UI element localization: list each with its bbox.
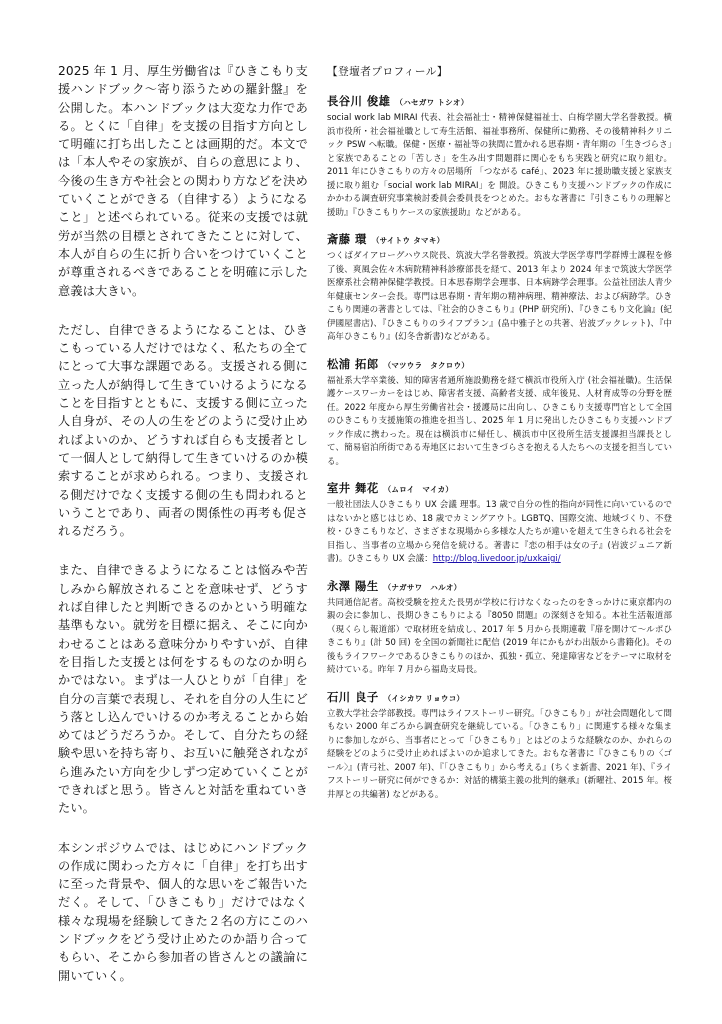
profile-name: 長谷川 俊雄: [327, 95, 391, 108]
profile-kana: （ナガサワ ハルオ）: [383, 582, 462, 592]
profile-kana: （マツウラ タクロウ）: [383, 360, 470, 370]
profile-bio: つくばダイアローグハウス院長、筑波大学名誉教授。筑波大学医学専門学群博士課程を修了後、爽風会佐々木病院精神科診療部長を経て、2013 年より 2024 年まで筑波大学医学医療系社会精神保健学教授。日本思春期学会理事、日本病跡学会理事。公益社団法人青少年健康センター会長。専門は思春期・青年期の精神病理、精神療法、および病跡学。ひきこもり関連の著書としては、『社会的ひきこもり』(PHP 研究所)、『ひきこもり文化論』(紀伊國屋書店)、『ひきこもりのライフプラン』(畠中雅子との共著、岩波ブックレット)、『中高年ひきこもり』(幻冬舎新書)などがある。: [327, 250, 672, 341]
profile-saito: [327, 231, 672, 344]
main-paragraph-2: ただし、自律できるようになることは、ひきこもっている人だけではなく、私たちの全てにとって大事な課題である。支援される側に立った人が納得して生きていけるようになることを目指すとともに、支援する側に立った人自身が、その人の生をどのように受け止めればよいのか、どうすれば自らも支援者として一個人として納得して生きていけるのか模索することが求められる。つまり、支援される側だけでなく支援する側の生も問われるということであり、両者の関係性の再考も促されるだろう。: [58, 322, 308, 539]
profile-matsuura: [327, 356, 672, 469]
main-paragraph-3: また、自律できるようになることは悩みや苦しみから解放されることを意味せず、どうすれば自律したと判断できるのかという明確な基準もない。就労を目標に据え、そこに向かわせることはある意味分かりやすいが、自律を目指した支援とは何をするものなのか明らかではない。まずは一人ひとりが「自律」を自分の言葉で表現し、それを自分の人生にどう落とし込んでいけるのか考えることから始めてはどうだろうか。そして、自分たちの経験や思いを持ち寄り、お互いに触発されながら進みたい方向を少しずつ定めていくことができればと思う。皆さんと対話を重ねていきたい。: [58, 563, 308, 816]
profile-name: 永澤 陽生: [327, 579, 379, 593]
profile-bio: 立教大学社会学部教授。専門はライフストーリー研究。「ひきこもり」が社会問題化して間もない 2000 年ごろから調査研究を継続している。「ひきこもり」に関連する様々な集まりに参加しながら、当事者にとって「ひきこもり」とはどのような経験なのか、かれらの経験をどのように受け止めればよいのか追求してきた。おもな著書に『ひきこもりの〈ゴール〉』(青弓社、2007 年)、『「ひきこもり」から考える』(ちくま新書、2021 年)、『ライフストーリー研究に何ができるか：対話的構築主義の批判的継承』(新曜社、2015 年。桜井厚との共編著) などがある。: [327, 707, 672, 799]
profile-muroi: [327, 480, 672, 566]
profile-bio: 共同通信記者。高校受験を控えた長男が学校に行けなくなったのをきっかけに東京都内の親の会に参加し、長期ひきこもりによる『8050 問題』の深刻さを知る。本社生活報道部（現くらし報道部）で取材班を結成し、2017 年 5 月から長期連載『扉を開けて〜ルポひきこもり』(計 50 回) を全国の新聞社に配信 (2019 年にかもがわ出版から書籍化)。その後もライフワークであるひきこもりのほか、孤独・孤立、発達障害などをテーマに取材を続けている。昨年 7 月から福島支局長。: [327, 596, 672, 674]
uxkaigi-blog-link[interactable]: http://blog.livedoor.jp/uxkaigi/: [432, 553, 561, 563]
profile-name: 松浦 拓郎: [327, 357, 379, 371]
profile-bio: 一般社団法人ひきこもり UX 会議 理事。13 歳で自分の性的指向が同性に向いているのではないかと感じはじめ、18 歳でカミングアウト。LGBTQ、国際交流、地域づくり、不登校・ひきこもりなど、さまざまな現場から多様な人たちが違いを超えて生きられる社会を目指し、当事者の立場から発信を続ける。著書に『恋の相手は女の子』(岩波ジュニア新書)。ひきこもり UX 会議：: [327, 499, 672, 563]
profile-name: 石川 良子: [327, 690, 379, 704]
profile-nagasawa: [327, 578, 672, 677]
profile-name: 斎藤 環: [327, 233, 367, 246]
profile-kana: （イシカワ リョウコ）: [383, 693, 465, 703]
main-text-column: [58, 62, 308, 1006]
profile-name-line: [327, 93, 672, 109]
profile-name-line: [327, 689, 672, 705]
profile-ishikawa: [327, 689, 672, 802]
profile-bio-container: [327, 498, 672, 566]
main-paragraph-1: 2025 年 1 月、厚生労働省は『ひきこもり支援ハンドブック〜寄り添うための羅針盤』を公開した。本ハンドブックは大変な力作である。とくに「自律」を支援の目指す方向として明確に打ち出したことは画期的だ。本文では「本人やその家族が、自らの意思により、今後の生き方や社会との関わり方などを決めていくことができる（自律する）ようになること」と述べられている。従来の支援では就労が当然の目標とされてきたことに対して、本人が自らの生に折り合いをつけていくことが尊重されるべきであることを明確に示した意義は大きい。: [58, 64, 308, 298]
profile-bio: 福祉系大学卒業後、知的障害者通所施設勤務を経て横浜市役所入庁 (社会福祉職)。生活保護ケースワーカーをはじめ、障害者支援、高齢者支援、成年後見、人材育成等の分野を歴任。2022 年度から厚生労働省社会・援護局に出向し、ひきこもり支援専門官として全国のひきこもり支援施策の推進を担当し、2025 年 1 月に発出したひきこもり支援ハンドブック作成に携わった。現在は横浜市に帰任し、横浜市中区役所生活支援課担当課長として、簡易宿泊所街である寿地区において生きづらさを抱える人たちへの支援を担当している。: [327, 374, 672, 466]
profile-kana: （サイトウ タマキ）: [371, 236, 445, 245]
profile-name-line: [327, 480, 672, 496]
main-paragraph-4: 本シンポジウムでは、はじめにハンドブックの作成に関わった方々に「自律」を打ち出すに至った背景や、個人的な思いをご報告いただく。そして、「ひきこもり」だけではなく様々な現場を経験してきた２名の方にこのハンドブックをどう受け止めたのか語り合ってもらい、そこから参加者の皆さんとの議論に開いていく。: [58, 840, 308, 983]
profile-kana: （ムロイ マイカ）: [383, 485, 454, 494]
profile-hasegawa: [327, 93, 672, 219]
profile-kana: （ハセガワ トシオ）: [395, 98, 469, 107]
profile-name: 室井 舞花: [327, 482, 379, 495]
profiles-column: [327, 64, 672, 813]
profile-name-line: [327, 356, 672, 372]
profiles-heading: 【登壇者プロフィール】: [327, 66, 448, 78]
profile-name-line: [327, 231, 672, 247]
profile-bio: social work lab MIRAI 代表、社会福祉士・精神保健福祉士、白梅学園大学名誉教授。横浜市役所・社会福祉職として寿生活館、福祉事務所、保健所に勤務、その後精神科クリニック PSW へ転職。保健・医療・福祉等の狭間に置かれる思春期・青年期の「生きづらさ」と家族であることの「苦しさ」を生み出す問題群に関心をもち実践と研究に取り組む。2011 年にひきこもりの方々の居場所 「つながる café」、2023 年に援助職支援と家族支援に取り組む「social work lab MIRAI」を 開設。ひきこもり支援ハンドブックの作成にかかわる調査研究事業検討委員会委員長をつとめた。おもな著書に『引きこもりの理解と援助』『ひきこもりケースの家族援助』などがある。: [327, 112, 672, 217]
profile-name-line: [327, 578, 672, 594]
